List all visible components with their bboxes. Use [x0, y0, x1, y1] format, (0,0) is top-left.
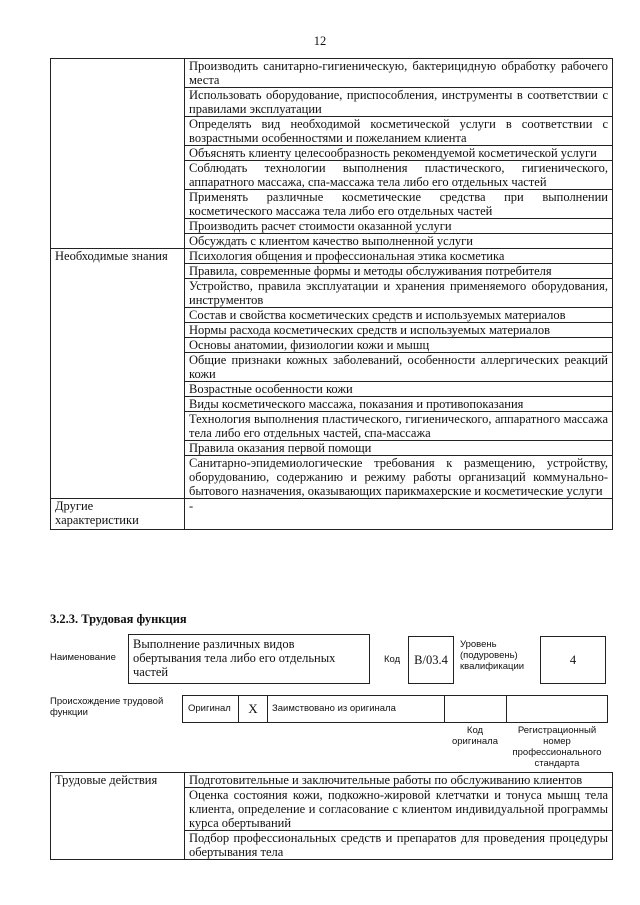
skill-row: Производить санитарно-гигиеническую, бактерицидную обработку рабочего места: [185, 59, 613, 88]
skills-knowledge-table: [50, 58, 613, 530]
function-code-box: В/03.4: [408, 636, 454, 684]
code-label: Код: [384, 654, 401, 665]
level-label: Уровень (подуровень) квалификации: [460, 639, 525, 672]
code-caption: Код оригинала: [451, 725, 498, 747]
knowledge-row: Психология общения и профессиональная этика косметика: [185, 249, 613, 264]
action-row: Подбор профессиональных средств и препаратов для проведения процедуры обертывания тела: [185, 831, 613, 860]
original-label: Оригинал: [188, 703, 231, 714]
labour-actions-table: [50, 772, 613, 860]
action-row: Подготовительные и заключительные работы по обслуживанию клиентов: [185, 773, 613, 788]
origin-label: Происхождение трудовой функции: [50, 696, 164, 718]
skill-row: Соблюдать технологии выполнения пластического, гигиенического, аппаратного массажа, спа-массажа тела либо его отдельных частей: [185, 161, 613, 190]
knowledge-row: Правила, современные формы и методы обслуживания потребителя: [185, 264, 613, 279]
actions-label: Трудовые действия: [51, 773, 185, 860]
level-box: 4: [540, 636, 606, 684]
knowledge-label: Необходимые знания: [51, 249, 185, 499]
origin-divider: [506, 695, 507, 722]
knowledge-row: Состав и свойства косметических средств и используемых материалов: [185, 308, 613, 323]
skill-row: Определять вид необходимой косметической услуги в соответствии с возрастными особенностями и пожеланием клиента: [185, 117, 613, 146]
section-title: 3.2.3. Трудовая функция: [50, 612, 187, 626]
knowledge-row: Возрастные особенности кожи: [185, 382, 613, 397]
other-label: Другие характеристики: [51, 499, 185, 530]
other-value: -: [185, 499, 613, 530]
action-row: Оценка состояния кожи, подкожно-жировой клетчатки и тонуса мышц тела клиента, определение и согласование с клиентом индивидуальной программы курса обертываний: [185, 788, 613, 831]
knowledge-row: Правила оказания первой помощи: [185, 441, 613, 456]
knowledge-row: Санитарно-эпидемиологические требования к размещению, устройству, оборудованию, содержанию и режиму работы организаций коммунально-бытового назначения, оказывающих парикмахерские и косметические услуги: [185, 456, 613, 499]
skill-row: Использовать оборудование, приспособления, инструменты в соответствии с правилами эксплуатации: [185, 88, 613, 117]
skill-row: Применять различные косметические средства при выполнении косметического массажа тела либо его отдельных частей: [185, 190, 613, 219]
reg-caption: Регистрационный номер профессионального стандарта: [512, 725, 602, 769]
name-label: Наименование: [50, 652, 116, 663]
knowledge-row: Общие признаки кожных заболеваний, особенности аллергических реакций кожи: [185, 353, 613, 382]
knowledge-row: Основы анатомии, физиологии кожи и мышц: [185, 338, 613, 353]
borrowed-label: Заимствовано из оригинала: [272, 703, 396, 714]
skill-row: Обсуждать с клиентом качество выполненной услуги: [185, 234, 613, 249]
function-name-box: Выполнение различных видов обертывания тела либо его отдельных частей: [128, 634, 370, 684]
original-mark: X: [238, 695, 268, 722]
knowledge-row: Нормы расхода косметических средств и используемых материалов: [185, 323, 613, 338]
origin-divider: [444, 695, 445, 722]
skills-label-cell: [51, 59, 185, 249]
skill-row: Производить расчет стоимости оказанной услуги: [185, 219, 613, 234]
knowledge-row: Технология выполнения пластического, гигиенического, аппаратного массажа тела либо его отдельных частей, спа-массажа: [185, 412, 613, 441]
knowledge-row: Устройство, правила эксплуатации и хранения применяемого оборудования, инструментов: [185, 279, 613, 308]
page-number: 12: [313, 34, 327, 48]
skill-row: Объяснять клиенту целесообразность рекомендуемой косметической услуги: [185, 146, 613, 161]
knowledge-row: Виды косметического массажа, показания и противопоказания: [185, 397, 613, 412]
